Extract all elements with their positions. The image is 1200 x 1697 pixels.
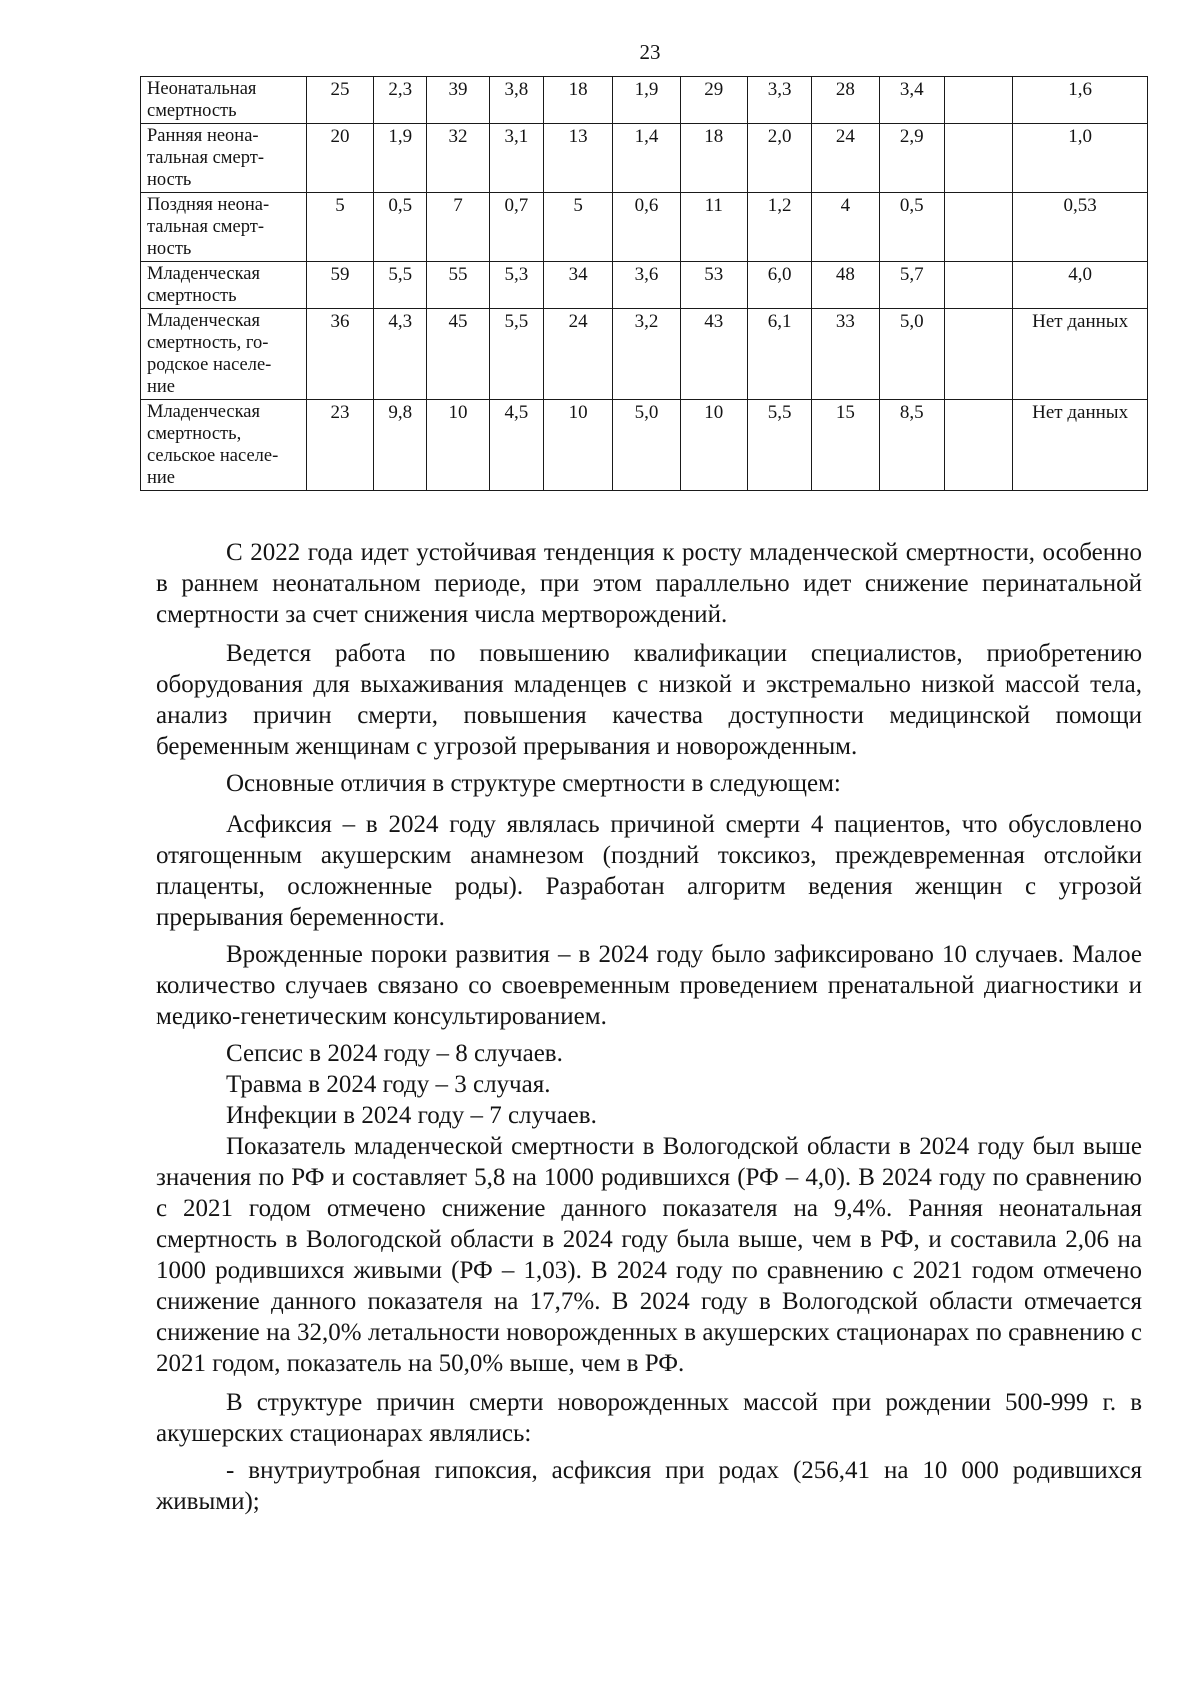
table-cell: 4,0 — [1013, 262, 1148, 309]
row-label — [141, 400, 307, 491]
row-label-line: Младенческая — [147, 311, 261, 331]
table-row — [141, 193, 1148, 262]
table-cell: 4,5 — [489, 400, 543, 491]
table-cell: 1,4 — [613, 124, 680, 193]
table-cell: 1,2 — [747, 193, 811, 262]
table-cell — [944, 309, 1012, 400]
table-cell: 45 — [427, 309, 489, 400]
table-cell: 29 — [680, 77, 747, 124]
table-cell: 25 — [306, 77, 373, 124]
row-label-line: ние — [147, 468, 176, 488]
table-row — [141, 309, 1148, 400]
row-label-line: тальная смерт- — [147, 148, 264, 168]
row-label-line: Ранняя неона- — [147, 126, 259, 146]
table-cell: 33 — [812, 309, 879, 400]
table-cell: 2,3 — [374, 77, 427, 124]
table-cell: 1,0 — [1013, 124, 1148, 193]
table-cell: 36 — [306, 309, 373, 400]
row-label — [141, 193, 307, 262]
row-label-line: Поздняя неона- — [147, 195, 270, 215]
table-cell: 0,6 — [613, 193, 680, 262]
table-cell: 48 — [812, 262, 879, 309]
table-cell — [944, 124, 1012, 193]
table-row — [141, 124, 1148, 193]
table-cell: 43 — [680, 309, 747, 400]
table-cell: 5,7 — [879, 262, 944, 309]
table-cell: 0,53 — [1013, 193, 1148, 262]
row-label — [141, 77, 307, 124]
table-cell: 18 — [543, 77, 612, 124]
table-cell: 20 — [306, 124, 373, 193]
row-label-line: смертность, — [147, 424, 242, 444]
table-cell — [944, 77, 1012, 124]
row-label-line: смертность — [147, 101, 237, 121]
table-cell: 39 — [427, 77, 489, 124]
row-label-line: Младенческая — [147, 264, 261, 284]
row-label-line: Неонатальная — [147, 79, 257, 99]
table-cell: 5 — [543, 193, 612, 262]
table-cell: 9,8 — [374, 400, 427, 491]
row-label — [141, 309, 307, 400]
table-cell: 2,0 — [747, 124, 811, 193]
table-cell: 24 — [543, 309, 612, 400]
paragraph: Сепсис в 2024 году – 8 случаев. — [226, 1040, 563, 1067]
table-cell: 10 — [427, 400, 489, 491]
table-row — [141, 262, 1148, 309]
mortality-table-wrapper — [140, 76, 1148, 491]
table-body — [141, 77, 1148, 491]
table-cell — [944, 262, 1012, 309]
table-cell: 0,7 — [489, 193, 543, 262]
row-label-line: родское населе- — [147, 355, 272, 375]
row-label-line: Младенческая — [147, 402, 261, 422]
table-cell: Нет данных — [1013, 400, 1148, 491]
paragraph: Травма в 2024 году – 3 случая. — [226, 1071, 551, 1098]
table-cell: 11 — [680, 193, 747, 262]
table-cell: 8,5 — [879, 400, 944, 491]
table-cell — [944, 400, 1012, 491]
table-cell: 32 — [427, 124, 489, 193]
table-cell: 5 — [306, 193, 373, 262]
table-cell: 4 — [812, 193, 879, 262]
table-cell: 2,9 — [879, 124, 944, 193]
table-row — [141, 400, 1148, 491]
paragraph: - внутриутробная гипоксия, асфиксия при родах (256,41 на 10 000 родившихся живыми); — [156, 1457, 1142, 1515]
table-cell: 15 — [812, 400, 879, 491]
table-cell: 3,2 — [613, 309, 680, 400]
table-cell: 18 — [680, 124, 747, 193]
table-cell: 1,9 — [613, 77, 680, 124]
body-text — [156, 537, 1142, 1517]
table-cell: 3,6 — [613, 262, 680, 309]
row-label-line: тальная смерт- — [147, 217, 264, 237]
table-cell: 3,3 — [747, 77, 811, 124]
table-cell: 0,5 — [879, 193, 944, 262]
table-cell: 24 — [812, 124, 879, 193]
paragraph: Основные отличия в структуре смертности в следующем: — [226, 770, 841, 797]
table-cell: 3,8 — [489, 77, 543, 124]
table-cell: 0,5 — [374, 193, 427, 262]
table-cell: 5,0 — [613, 400, 680, 491]
table-cell: 4,3 — [374, 309, 427, 400]
table-cell: 5,5 — [489, 309, 543, 400]
paragraph: Инфекции в 2024 году – 7 случаев. — [226, 1102, 597, 1129]
paragraph: Врожденные пороки развития – в 2024 году было зафиксировано 10 случаев. Малое количество случаев связано со своевременным проведением пренатальной диагностики и медико-генетическим консультированием. — [156, 941, 1142, 1030]
table-cell: 23 — [306, 400, 373, 491]
row-label-line: ние — [147, 377, 176, 397]
mortality-table — [140, 76, 1148, 491]
table-cell: 5,0 — [879, 309, 944, 400]
row-label — [141, 262, 307, 309]
table-cell: 10 — [680, 400, 747, 491]
row-label-line: смертность — [147, 286, 237, 306]
paragraph: Асфиксия – в 2024 году являлась причиной смерти 4 пациентов, что обусловлено отягощенным акушерским анамнезом (поздний токсикоз, преждевременная отслойки плаценты, осложненные роды). Разработан алгоритм ведения женщин с угрозой прерывания беременности. — [156, 811, 1142, 931]
table-cell: 53 — [680, 262, 747, 309]
table-cell: 5,5 — [747, 400, 811, 491]
table-cell: 34 — [543, 262, 612, 309]
row-label-line: ность — [147, 239, 192, 259]
table-cell: 5,5 — [374, 262, 427, 309]
row-label — [141, 124, 307, 193]
table-cell: 5,3 — [489, 262, 543, 309]
table-cell: 10 — [543, 400, 612, 491]
row-label-line: сельское населе- — [147, 446, 279, 466]
table-cell: 59 — [306, 262, 373, 309]
paragraph: Ведется работа по повышению квалификации специалистов, приобретению оборудования для выхаживания младенцев с низкой и экстремально низкой массой тела, анализ причин смерти, повышения качества доступности медицинской помощи беременным женщинам с угрозой прерывания и новорожденным. — [156, 640, 1142, 760]
table-cell: 55 — [427, 262, 489, 309]
paragraph: В структуре причин смерти новорожденных массой при рождении 500-999 г. в акушерских стационарах являлись: — [156, 1389, 1142, 1447]
paragraph: Показатель младенческой смертности в Вологодской области в 2024 году был выше значения по РФ и составляет 5,8 на 1000 родившихся (РФ – 4,0). В 2024 году по сравнению с 2021 годом отмечено снижение данного показателя на 9,4%. Ранняя неонатальная смертность в Вологодской области в 2024 году была выше, чем в РФ, и составила 2,06 на 1000 родившихся живыми (РФ – 1,03). В 2024 году по сравнению с 2021 годом отмечено снижение данного показателя на 17,7%. В 2024 году в Вологодской области отмечается снижение на 32,0% летальности новорожденных в акушерских стационарах по сравнению с 2021 годом, показатель на 50,0% выше, чем в РФ. — [156, 1133, 1142, 1377]
table-cell: 28 — [812, 77, 879, 124]
table-cell: 6,1 — [747, 309, 811, 400]
table-cell: 1,9 — [374, 124, 427, 193]
row-label-line: смертность, го- — [147, 333, 269, 353]
row-label-line: ность — [147, 170, 192, 190]
table-cell: Нет данных — [1013, 309, 1148, 400]
paragraph: С 2022 года идет устойчивая тенденция к росту младенческой смертности, особенно в раннем неонатальном периоде, при этом параллельно идет снижение перинатальной смертности за счет снижения числа мертворождений. — [156, 539, 1142, 628]
table-cell — [944, 193, 1012, 262]
table-cell: 3,4 — [879, 77, 944, 124]
page-number: 23 — [639, 40, 661, 64]
table-cell: 3,1 — [489, 124, 543, 193]
table-row — [141, 77, 1148, 124]
table-cell: 13 — [543, 124, 612, 193]
table-cell: 6,0 — [747, 262, 811, 309]
table-cell: 1,6 — [1013, 77, 1148, 124]
table-cell: 7 — [427, 193, 489, 262]
